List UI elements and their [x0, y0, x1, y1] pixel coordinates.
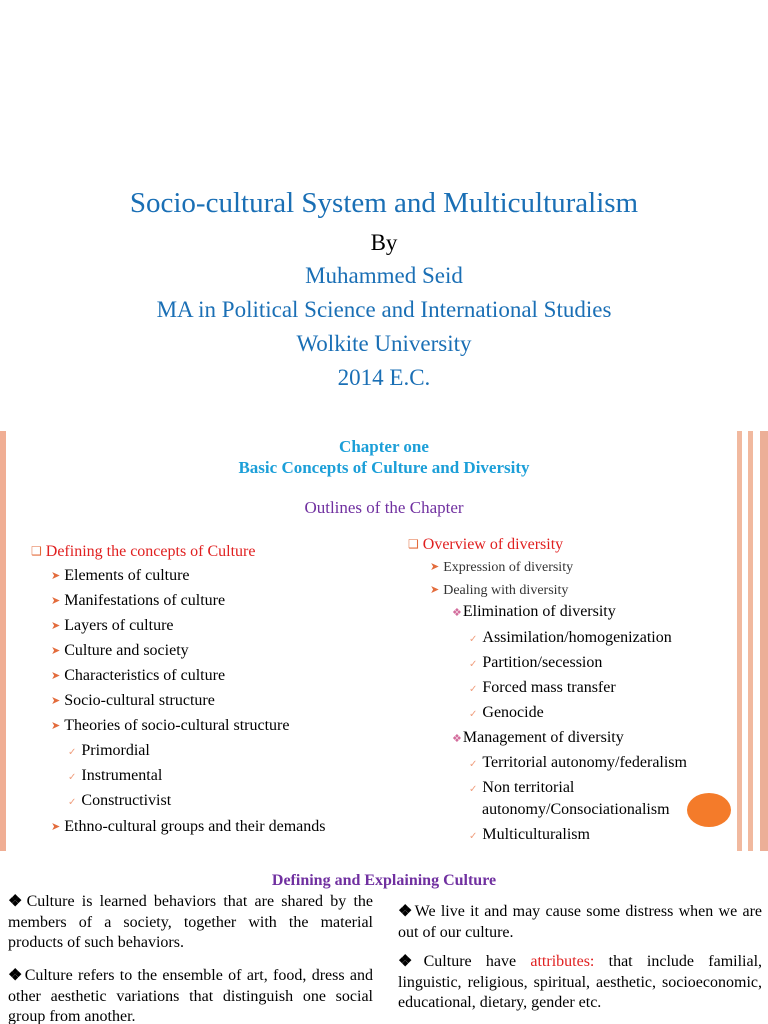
paragraph: ❖We live it and may cause some distress when we are out of our culture. [398, 903, 762, 941]
diamond-bullet-icon: ❖ [398, 903, 414, 920]
list-item: ❖Elimination of diversity [452, 603, 616, 620]
check-bullet-icon: ✓ [469, 684, 478, 695]
year-label: 2014 E.C. [337, 365, 431, 390]
diamond-bullet-icon: ❖ [452, 733, 462, 745]
list-item: ➤ Layers of culture [51, 617, 174, 634]
arrow-bullet-icon: ➤ [51, 720, 61, 732]
list-item: ✓ Constructivist [68, 792, 172, 809]
list-item: ➤ Characteristics of culture [51, 667, 226, 684]
check-bullet-icon: ✓ [68, 772, 77, 783]
university-name: Wolkite University [296, 331, 472, 356]
check-bullet-icon: ✓ [68, 747, 77, 758]
list-item: ➤ Dealing with diversity [430, 583, 569, 598]
check-bullet-icon: ✓ [469, 709, 478, 720]
list-item: ➤ Manifestations of culture [51, 592, 226, 609]
list-item: ✓ Assimilation/homogenization [469, 629, 672, 646]
list-item: ➤ Ethno-cultural groups and their demands [51, 818, 326, 835]
by-label: By [370, 230, 398, 255]
check-bullet-icon: ✓ [469, 759, 478, 770]
left-heading: ❑ Defining the concepts of Culture [31, 543, 256, 560]
list-item: ✓ Forced mass transfer [469, 679, 616, 696]
outline-heading: Outlines of the Chapter [304, 498, 464, 517]
arrow-bullet-icon: ➤ [51, 821, 61, 833]
paragraph: ❖Culture have attributes: that include familial, linguistic, religious, spiritual, aesthetic, socioeconomic, educational, dietary, gender etc. [398, 953, 763, 1011]
list-item: ➤ Culture and society [51, 642, 189, 659]
arrow-bullet-icon: ➤ [51, 595, 61, 607]
paragraph: ❖Culture refers to the ensemble of art, food, dress and other aesthetic variations that distinguish one social group from another. [8, 967, 374, 1024]
arrow-bullet-icon: ➤ [51, 570, 61, 582]
list-item: ❖Management of diversity [452, 729, 624, 746]
attributes-highlight: attributes: [530, 953, 595, 970]
list-item: ✓ Multiculturalism [469, 826, 590, 843]
arrow-bullet-icon: ➤ [430, 584, 440, 596]
check-bullet-icon: ✓ [68, 797, 77, 808]
arrow-bullet-icon: ➤ [51, 695, 61, 707]
square-bullet-icon: ❑ [408, 537, 419, 551]
right-heading: ❑ Overview of diversity [408, 536, 564, 553]
presentation-title: Socio-cultural System and Multiculturalism [129, 187, 639, 219]
title-slide [0, 0, 768, 425]
paragraph: ❖Culture is learned behaviors that are shared by the members of a society, together with the material products of such behaviors. [8, 893, 374, 951]
diamond-bullet-icon: ❖ [8, 893, 26, 910]
arrow-bullet-icon: ➤ [51, 620, 61, 632]
diamond-bullet-icon: ❖ [452, 607, 462, 619]
check-bullet-icon: ✓ [469, 659, 478, 670]
list-item: ✓ Partition/secession [469, 654, 603, 671]
check-bullet-icon: ✓ [469, 784, 478, 795]
list-item: ✓ Territorial autonomy/federalism [469, 754, 687, 771]
check-bullet-icon: ✓ [469, 634, 478, 645]
right-border-stripe [748, 431, 753, 851]
diamond-bullet-icon: ❖ [8, 967, 24, 984]
slide-title: Defining and Explaining Culture [271, 872, 497, 889]
square-bullet-icon: ❑ [31, 544, 42, 558]
list-item: ✓ Non territorial [469, 779, 575, 796]
right-border-stripe [760, 431, 768, 851]
outline-slide [0, 431, 768, 851]
author-name: Muhammed Seid [305, 263, 463, 288]
left-border-decoration [0, 431, 6, 851]
list-item: ✓ Instrumental [68, 767, 163, 784]
list-item: ➤ Theories of socio-cultural structure [51, 717, 290, 734]
definition-slide [0, 866, 768, 1024]
check-bullet-icon: ✓ [469, 831, 478, 842]
right-border-stripe [737, 431, 742, 851]
diamond-bullet-icon: ❖ [398, 953, 423, 970]
list-item: ✓ Genocide [469, 704, 544, 721]
chapter-label: Chapter one [339, 437, 429, 456]
arrow-bullet-icon: ➤ [51, 645, 61, 657]
author-degree: MA in Political Science and International Studies [156, 297, 612, 322]
highlight-oval [687, 793, 731, 827]
list-item: ➤ Elements of culture [51, 567, 190, 584]
chapter-title: Basic Concepts of Culture and Diversity [238, 458, 530, 477]
list-item: ✓ Primordial [68, 742, 150, 759]
arrow-bullet-icon: ➤ [51, 670, 61, 682]
list-item: ➤ Expression of diversity [430, 560, 574, 575]
list-item: autonomy/Consociationalism [482, 801, 670, 818]
list-item: ➤ Socio-cultural structure [51, 692, 215, 709]
arrow-bullet-icon: ➤ [430, 561, 440, 573]
